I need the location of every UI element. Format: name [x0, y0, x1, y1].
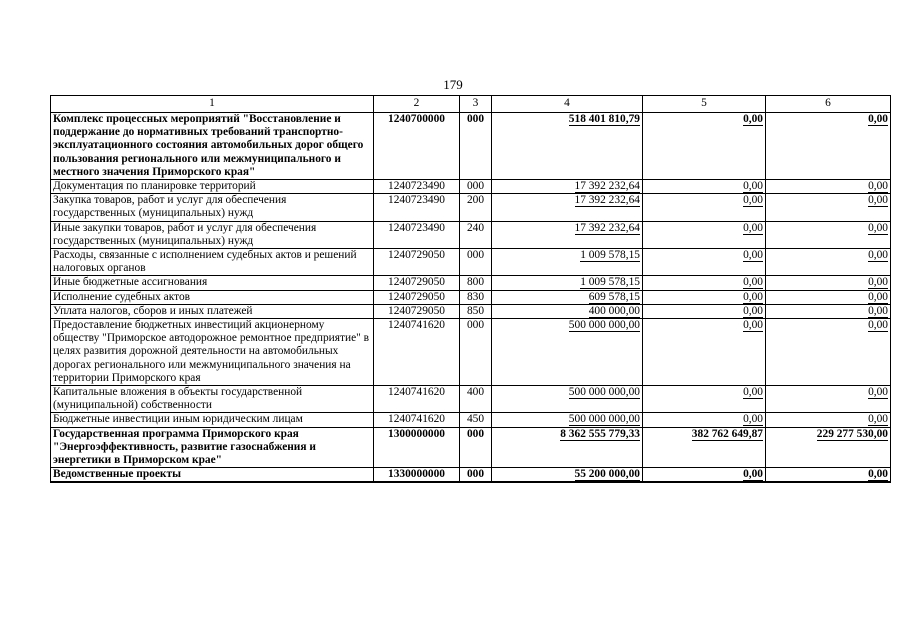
table-row	[51, 276, 891, 290]
table-row	[51, 386, 891, 413]
row-amount-4-value: 55 200 000,00	[574, 468, 640, 481]
row-amount-4-value: 500 000 000,00	[568, 386, 640, 399]
row-amount-6-value: 0,00	[868, 194, 888, 207]
row-amount-6	[766, 180, 891, 194]
row-amount-4	[492, 468, 643, 483]
row-amount-5-value: 0,00	[743, 221, 763, 234]
row-amount-5	[643, 319, 766, 386]
row-name: Комплекс процессных мероприятий "Восстановление и поддержание до нормативных требований транспортно-эксплуатационного состояния автомобильных дорог общего пользования регионального или межмуниципального и местного значения Приморского края"	[51, 113, 374, 180]
row-amount-4-value: 518 401 810,79	[568, 113, 640, 125]
row-amount-6	[766, 468, 891, 483]
row-amount-4-value: 1 009 578,15	[580, 276, 640, 289]
row-amount-4	[492, 427, 643, 468]
row-name: Закупка товаров, работ и услуг для обеспечения государственных (муниципальных) нужд	[51, 194, 374, 221]
column-header-3: 3	[460, 96, 492, 113]
row-code: 1240723490	[374, 221, 460, 248]
row-name: Иные бюджетные ассигнования	[51, 276, 374, 290]
row-amount-4	[492, 249, 643, 276]
table-header-row	[51, 96, 891, 113]
row-amount-6-value: 0,00	[868, 276, 888, 289]
table-row	[51, 249, 891, 276]
row-type: 240	[460, 221, 492, 248]
row-name: Исполнение судебных актов	[51, 290, 374, 304]
row-name: Ведомственные проекты	[51, 468, 374, 483]
row-amount-5-value: 0,00	[743, 386, 763, 399]
row-type: 200	[460, 194, 492, 221]
row-amount-5	[643, 468, 766, 483]
row-amount-4	[492, 304, 643, 318]
row-amount-5	[643, 276, 766, 290]
row-amount-4	[492, 113, 643, 180]
row-amount-4	[492, 319, 643, 386]
row-amount-5	[643, 194, 766, 221]
row-amount-5-value: 0,00	[743, 468, 763, 481]
row-amount-6	[766, 413, 891, 427]
row-type: 450	[460, 413, 492, 427]
row-amount-5-value: 0,00	[743, 413, 763, 426]
row-amount-4	[492, 180, 643, 194]
row-amount-6	[766, 194, 891, 221]
row-type: 000	[460, 427, 492, 468]
table-row	[51, 468, 891, 483]
table-row	[51, 413, 891, 427]
column-header-6: 6	[766, 96, 891, 113]
row-amount-6	[766, 113, 891, 180]
row-amount-6	[766, 427, 891, 468]
row-type: 400	[460, 386, 492, 413]
row-type: 800	[460, 276, 492, 290]
row-amount-4	[492, 413, 643, 427]
table-row	[51, 427, 891, 468]
row-amount-5	[643, 427, 766, 468]
row-type: 850	[460, 304, 492, 318]
row-amount-5	[643, 180, 766, 194]
row-amount-6-value: 0,00	[868, 386, 888, 399]
row-amount-6	[766, 319, 891, 386]
row-amount-6-value: 0,00	[868, 221, 888, 234]
row-amount-6-value: 0,00	[868, 290, 888, 303]
row-code: 1330000000	[374, 468, 460, 483]
row-amount-5	[643, 221, 766, 248]
row-amount-5	[643, 413, 766, 427]
row-amount-5-value: 0,00	[743, 113, 763, 125]
row-amount-5-value: 382 762 649,87	[691, 427, 763, 440]
row-code: 1240741620	[374, 386, 460, 413]
row-name: Капитальные вложения в объекты государственной (муниципальной) собственности	[51, 386, 374, 413]
row-type: 830	[460, 290, 492, 304]
row-amount-5-value: 0,00	[743, 290, 763, 303]
row-amount-4-value: 17 392 232,64	[574, 221, 640, 234]
row-amount-5	[643, 290, 766, 304]
row-type: 000	[460, 180, 492, 194]
page-number: 179	[443, 77, 463, 92]
row-code: 1300000000	[374, 427, 460, 468]
row-amount-4-value: 500 000 000,00	[568, 319, 640, 332]
column-header-5: 5	[643, 96, 766, 113]
row-amount-5	[643, 304, 766, 318]
row-amount-5-value: 0,00	[743, 319, 763, 332]
row-amount-6	[766, 290, 891, 304]
row-code: 1240729050	[374, 249, 460, 276]
row-amount-4-value: 17 392 232,64	[574, 194, 640, 207]
row-code: 1240700000	[374, 113, 460, 180]
row-amount-4	[492, 221, 643, 248]
row-amount-6-value: 0,00	[868, 413, 888, 426]
row-amount-4	[492, 276, 643, 290]
row-amount-4	[492, 386, 643, 413]
row-amount-5-value: 0,00	[743, 249, 763, 262]
row-name: Предоставление бюджетных инвестиций акционерному обществу "Приморское автодорожное ремонтное предприятие" в целях развития дорожной деятельности на автомобильных дорогах регионального или межмуниципального значения на территории Приморского края	[51, 319, 374, 386]
row-name: Расходы, связанные с исполнением судебных актов и решений налоговых органов	[51, 249, 374, 276]
row-amount-6-value: 0,00	[868, 180, 888, 193]
row-amount-6-value: 0,00	[868, 304, 888, 317]
row-amount-6-value: 0,00	[868, 468, 888, 481]
table-row	[51, 304, 891, 318]
row-code: 1240729050	[374, 304, 460, 318]
row-type: 000	[460, 468, 492, 483]
row-amount-6	[766, 249, 891, 276]
row-name: Документация по планировке территорий	[51, 180, 374, 194]
row-amount-6-value: 0,00	[868, 113, 888, 125]
row-type: 000	[460, 319, 492, 386]
column-header-4: 4	[492, 96, 643, 113]
table-row	[51, 113, 891, 180]
row-code: 1240729050	[374, 276, 460, 290]
table-row	[51, 180, 891, 194]
row-amount-5-value: 0,00	[743, 304, 763, 317]
row-name: Иные закупки товаров, работ и услуг для обеспечения государственных (муниципальных) нужд	[51, 221, 374, 248]
table-row	[51, 194, 891, 221]
row-amount-6	[766, 221, 891, 248]
row-name: Уплата налогов, сборов и иных платежей	[51, 304, 374, 318]
row-amount-4	[492, 194, 643, 221]
table-row	[51, 290, 891, 304]
row-amount-4-value: 500 000 000,00	[568, 413, 640, 426]
row-type: 000	[460, 113, 492, 180]
row-amount-5-value: 0,00	[743, 276, 763, 289]
row-amount-4	[492, 290, 643, 304]
row-amount-4-value: 8 362 555 779,33	[560, 427, 640, 440]
row-type: 000	[460, 249, 492, 276]
row-amount-5-value: 0,00	[743, 194, 763, 207]
row-code: 1240723490	[374, 180, 460, 194]
row-amount-5	[643, 113, 766, 180]
row-name: Бюджетные инвестиции иным юридическим лицам	[51, 413, 374, 427]
row-amount-4-value: 400 000,00	[588, 304, 640, 317]
row-code: 1240741620	[374, 413, 460, 427]
row-code: 1240729050	[374, 290, 460, 304]
table-body	[51, 113, 891, 483]
row-amount-6-value: 0,00	[868, 319, 888, 332]
row-amount-5	[643, 386, 766, 413]
row-name: Государственная программа Приморского края "Энергоэффективность, развитие газоснабжения и энергетики в Приморском крае"	[51, 427, 374, 468]
row-amount-4-value: 609 578,15	[588, 290, 640, 303]
row-code: 1240741620	[374, 319, 460, 386]
table-row	[51, 319, 891, 386]
row-amount-6	[766, 386, 891, 413]
table-row	[51, 221, 891, 248]
row-amount-5	[643, 249, 766, 276]
row-amount-4-value: 1 009 578,15	[580, 249, 640, 262]
row-code: 1240723490	[374, 194, 460, 221]
row-amount-5-value: 0,00	[743, 180, 763, 193]
row-amount-6	[766, 304, 891, 318]
row-amount-6	[766, 276, 891, 290]
column-header-1: 1	[51, 96, 374, 113]
row-amount-6-value: 0,00	[868, 249, 888, 262]
column-header-2: 2	[374, 96, 460, 113]
budget-table	[50, 95, 891, 483]
row-amount-4-value: 17 392 232,64	[574, 180, 640, 193]
row-amount-6-value: 229 277 530,00	[816, 427, 888, 440]
